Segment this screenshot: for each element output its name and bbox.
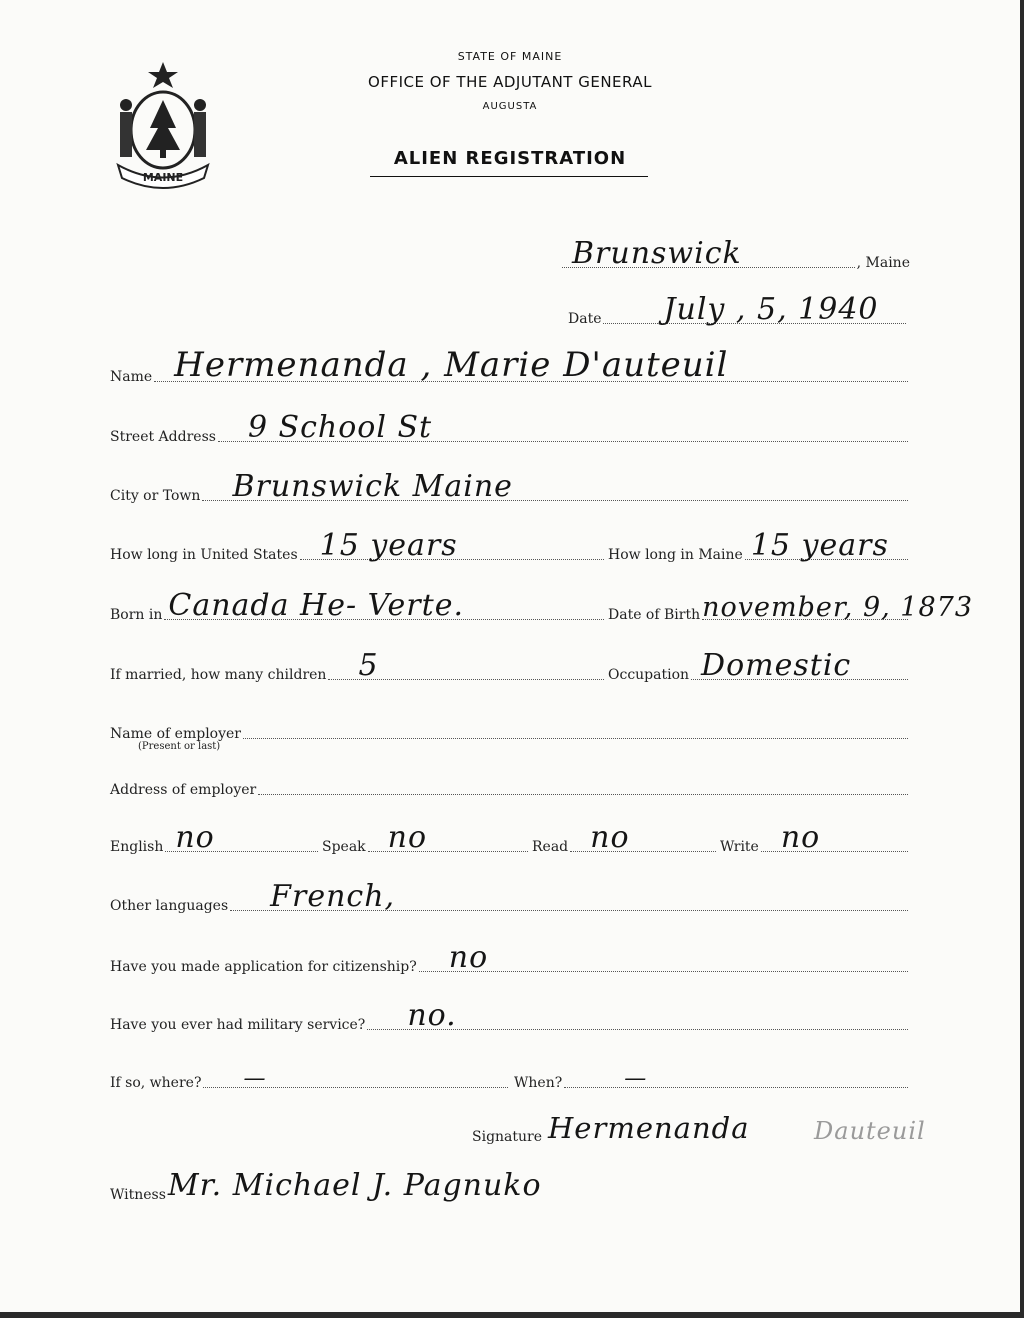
- military-row: [110, 998, 910, 1034]
- name-row: [110, 345, 910, 386]
- english-label: English: [110, 839, 164, 855]
- name-value: Hermenanda , Marie D'auteuil: [174, 345, 729, 385]
- date-value: July , 5, 1940: [663, 292, 879, 327]
- children-field[interactable]: [328, 648, 604, 683]
- children-label: If married, how many children: [110, 667, 327, 683]
- name-label: Name: [110, 369, 153, 385]
- speak-label: Speak: [322, 839, 366, 855]
- speak-row: [322, 820, 530, 856]
- town-row: [560, 236, 910, 272]
- street-value: 9 School St: [247, 410, 433, 445]
- how-long-us-field[interactable]: [300, 528, 604, 563]
- write-field[interactable]: [761, 820, 908, 855]
- employer-row: [110, 721, 910, 752]
- how-long-maine-row: [608, 528, 910, 564]
- how-long-maine-label: How long in Maine: [608, 547, 743, 563]
- other-languages-row: [110, 879, 910, 915]
- town-suffix: , Maine: [856, 255, 910, 271]
- how-long-us-value: 15 years: [319, 528, 458, 563]
- dob-label: Date of Birth: [608, 607, 701, 623]
- town-field[interactable]: [562, 236, 855, 271]
- dob-row: [608, 592, 973, 624]
- occupation-row: [608, 648, 910, 684]
- where-field[interactable]: [203, 1066, 508, 1091]
- when-row: [514, 1066, 910, 1092]
- where-label: If so, where?: [110, 1075, 202, 1091]
- occupation-label: Occupation: [608, 667, 690, 683]
- date-field[interactable]: [603, 292, 906, 327]
- write-label: Write: [720, 839, 759, 855]
- date-label: Date: [568, 311, 602, 327]
- name-field[interactable]: [154, 345, 908, 385]
- witness-value: Mr. Michael J. Pagnuko: [167, 1168, 542, 1203]
- employer-sublabel: (Present or last): [138, 741, 221, 752]
- where-row: [110, 1066, 510, 1092]
- military-field[interactable]: [367, 998, 908, 1033]
- speak-field[interactable]: [368, 820, 528, 855]
- signature-field[interactable]: [544, 1111, 926, 1145]
- when-label: When?: [514, 1075, 563, 1091]
- city-value: Brunswick Maine: [232, 469, 513, 504]
- witness-label: Witness: [110, 1187, 166, 1203]
- children-row: [110, 648, 606, 684]
- signature-label: Signature: [472, 1129, 543, 1145]
- when-field[interactable]: [564, 1066, 908, 1091]
- dob-field[interactable]: [702, 592, 973, 623]
- english-field[interactable]: [165, 820, 318, 855]
- street-field[interactable]: [218, 410, 908, 445]
- witness-row: [110, 1168, 550, 1204]
- witness-field[interactable]: [167, 1168, 548, 1203]
- dob-value: november, 9, 1873: [702, 592, 973, 623]
- read-label: Read: [532, 839, 569, 855]
- occupation-field[interactable]: [691, 648, 908, 683]
- born-in-row: [110, 588, 606, 624]
- children-value: 5: [358, 648, 379, 683]
- city-row: [110, 469, 910, 505]
- signature-value: Hermenanda: [548, 1111, 750, 1145]
- employer-address-field[interactable]: [258, 794, 908, 795]
- form-title: ALIEN REGISTRATION: [393, 148, 627, 169]
- street-row: [110, 410, 910, 446]
- title-underline: [370, 176, 648, 177]
- born-in-label: Born in: [110, 607, 163, 623]
- where-value: —: [243, 1066, 267, 1091]
- other-languages-label: Other languages: [110, 898, 229, 914]
- read-row: [532, 820, 718, 856]
- other-languages-value: French,: [270, 879, 396, 914]
- signature-value-faint: Dauteuil: [814, 1117, 926, 1145]
- how-long-us-label: How long in United States: [110, 547, 298, 563]
- write-value: no: [780, 820, 821, 855]
- born-in-field[interactable]: [164, 588, 604, 623]
- citizenship-field[interactable]: [419, 940, 908, 975]
- town-value: Brunswick: [572, 236, 742, 271]
- header-city: AUGUSTA: [482, 101, 538, 112]
- header-office: OFFICE OF THE ADJUTANT GENERAL: [368, 73, 652, 91]
- citizenship-value: no: [448, 940, 489, 975]
- when-value: —: [624, 1066, 648, 1091]
- date-row: [568, 292, 908, 328]
- other-languages-field[interactable]: [230, 879, 908, 914]
- header-state: STATE OF MAINE: [457, 50, 563, 63]
- how-long-maine-value: 15 years: [750, 528, 889, 563]
- born-in-value: Canada He- Verte.: [168, 588, 464, 623]
- write-row: [720, 820, 910, 856]
- state-seal-icon: [108, 60, 218, 190]
- svg-text:MAINE: MAINE: [142, 171, 184, 184]
- occupation-value: Domestic: [701, 648, 852, 683]
- how-long-maine-field[interactable]: [745, 528, 908, 563]
- employer-address-row: [110, 777, 910, 799]
- city-label: City or Town: [110, 488, 201, 504]
- employer-address-label: Address of employer: [110, 782, 257, 798]
- english-row: [110, 820, 320, 856]
- signature-row: [472, 1111, 926, 1146]
- read-field[interactable]: [570, 820, 716, 855]
- employer-field[interactable]: [243, 738, 908, 739]
- military-value: no.: [407, 998, 457, 1033]
- employer-label: Name of employer: [110, 726, 241, 742]
- city-field[interactable]: [202, 469, 908, 504]
- street-label: Street Address: [110, 429, 216, 445]
- how-long-us-row: [110, 528, 606, 564]
- citizenship-row: [110, 940, 910, 976]
- citizenship-label: Have you made application for citizenship?: [110, 959, 417, 975]
- english-value: no: [175, 820, 215, 855]
- military-label: Have you ever had military service?: [110, 1017, 366, 1033]
- read-value: no: [590, 820, 630, 855]
- speak-value: no: [387, 820, 428, 855]
